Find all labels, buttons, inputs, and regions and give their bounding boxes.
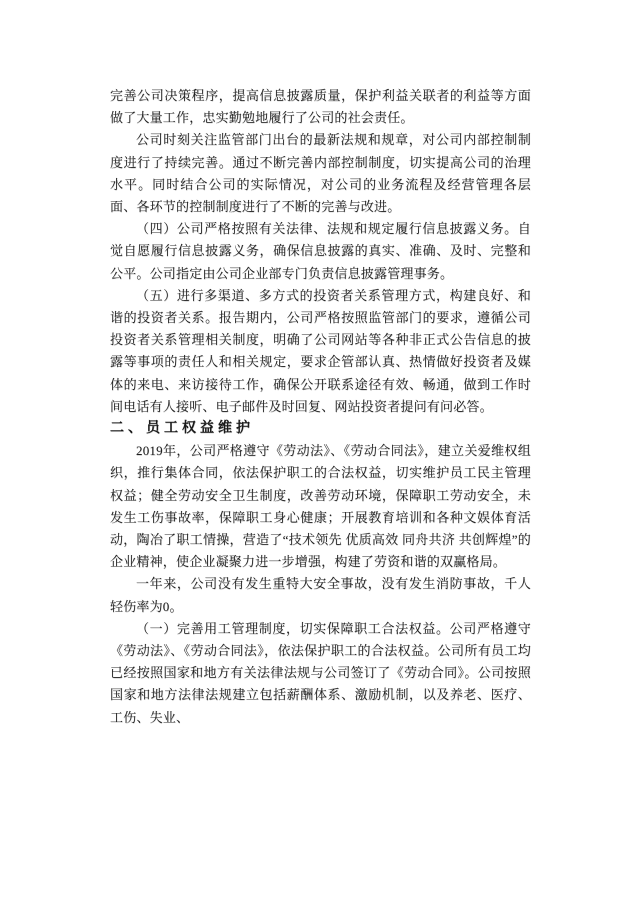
text-block	[110, 85, 531, 729]
paragraph-safety-record: 一年来，公司没有发生重特大安全事故，没有发生消防事故，千人轻伤率为0。	[110, 576, 531, 614]
paragraph-investor-relations: （五）进行多渠道、多方式的投资者关系管理方式，构建良好、和谐的投资者关系。报告期内，公司严格按照监管部门的要求，遵循公司投资者关系管理相关制度，明确了公司网站等各种非正式公告信息的披露等事项的责任人和相关规定，要求企管部认真、热情做好投资者及媒体的来电、来访接待工作，确保公开联系途径有效、畅通，做到工作时间电话有人接听、电子邮件及时回复、网站投资者提问有问必答。	[110, 287, 531, 414]
section-heading-employee-rights: 二、员工权益维护	[110, 421, 254, 437]
paragraph-labor-law-compliance: 2019年，公司严格遵守《劳动法》、《劳动合同法》，建立关爱维权组织，推行集体合同，依法保护职工的合法权益，切实维护员工民主管理权益；健全劳动安全卫生制度，改善劳动环境，保障职工劳动安全，未发生工伤事故率，保障职工身心健康；开展教育培训和各种文娱体育活动，陶冶了职工情操，营造了“技术领先 优质高效 同舟共济 共创辉煌”的企业精神，使企业凝聚力进一步增强，构建了劳资和谐的双赢格局。	[110, 443, 531, 570]
paragraph-employment-system: （一）完善用工管理制度，切实保障职工合法权益。公司严格遵守《劳动法》、《劳动合同法》，依法保护职工的合法权益。公司所有员工均已经按照国家和地方有关法律法规与公司签订了《劳动合同》。公司按照国家和地方法律法规建立包括薪酬体系、激励机制，以及养老、医疗、工伤、失业、	[110, 620, 531, 725]
paragraph-continuation: 完善公司决策程序，提高信息披露质量，保护利益关联者的利益等方面做了大量工作，忠实勤勉地履行了公司的社会责任。	[110, 88, 531, 126]
paragraph-internal-control: 公司时刻关注监管部门出台的最新法规和规章，对公司内部控制制度进行了持续完善。通过不断完善内部控制制度，切实提高公司的治理水平。同时结合公司的实际情况，对公司的业务流程及经营管理各层面、各环节的控制制度进行了不断的完善与改进。	[110, 132, 531, 215]
paragraph-info-disclosure: （四）公司严格按照有关法律、法规和规定履行信息披露义务。自觉自愿履行信息披露义务，确保信息披露的真实、准确、及时、完整和公平。公司指定由公司企业部专门负责信息披露管理事务。	[110, 221, 531, 281]
